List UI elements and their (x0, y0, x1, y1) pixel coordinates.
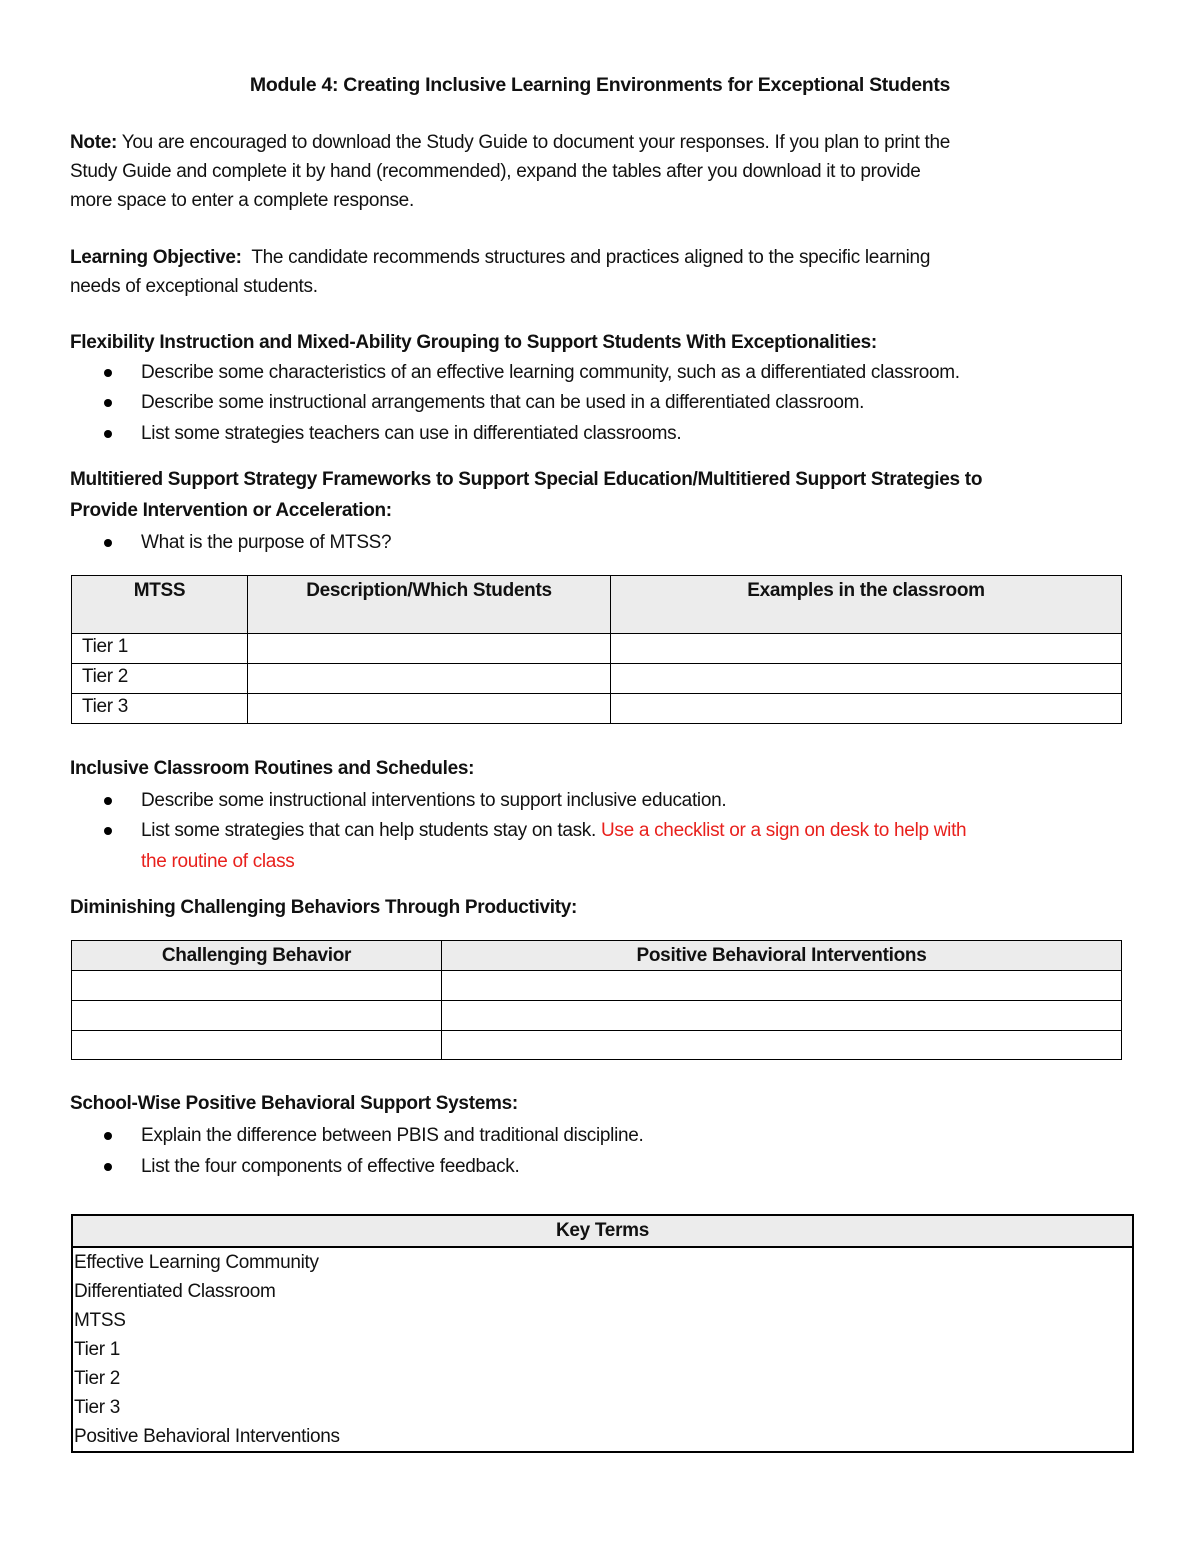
intervention-cell[interactable] (442, 971, 1122, 1001)
behavior-table (71, 940, 1122, 1060)
objective-label: Learning Objective: (70, 247, 242, 268)
section-heading-behaviors: Diminishing Challenging Behaviors Through Productivity: (70, 897, 578, 918)
bullet-text: What is the purpose of MTSS? (141, 532, 392, 553)
bullet-text: List some strategies teachers can use in differentiated classrooms. (141, 423, 682, 444)
page-title: Module 4: Creating Inclusive Learning Environments for Exceptional Students (249, 74, 951, 96)
bullet-icon (104, 369, 112, 377)
behavior-cell[interactable] (72, 971, 442, 1001)
examples-cell[interactable] (611, 634, 1122, 664)
table-row (72, 1031, 1122, 1060)
section-heading-pbis: School-Wise Positive Behavioral Support Systems: (70, 1093, 518, 1114)
description-cell[interactable] (248, 694, 611, 724)
table-row (72, 971, 1122, 1001)
bullet-text: List the four components of effective feedback. (141, 1156, 520, 1177)
bullet-icon (104, 797, 112, 805)
bullet-icon (104, 1132, 112, 1140)
key-term: Positive Behavioral Interventions (74, 1426, 340, 1447)
bullet-text: Describe some instructional arrangements that can be used in a differentiated classroom. (141, 392, 865, 413)
behavior-cell[interactable] (72, 1001, 442, 1031)
table-row (72, 694, 1122, 724)
note-line-1 (70, 128, 950, 158)
key-term: Tier 2 (74, 1368, 121, 1389)
mtss-header: MTSS (72, 576, 248, 634)
key-term: Effective Learning Community (74, 1252, 319, 1273)
tier-cell: Tier 2 (72, 664, 248, 694)
key-terms-table (71, 1214, 1134, 1453)
behavior-cell[interactable] (72, 1031, 442, 1060)
table-row (72, 1001, 1122, 1031)
section-heading-routines: Inclusive Classroom Routines and Schedules: (70, 758, 475, 779)
bullet-text: Describe some instructional interventions to support inclusive education. (141, 790, 727, 811)
intervention-cell[interactable] (442, 1031, 1122, 1060)
section-heading-flexibility: Flexibility Instruction and Mixed-Ability Grouping to Support Students With Exceptionalities: (70, 332, 877, 353)
section-heading-mtss: Multitiered Support Strategy Frameworks to Support Special Education/Multitiered Support Strategies to (70, 469, 983, 490)
bullet-text: Describe some characteristics of an effective learning community, such as a differentiated classroom. (141, 362, 960, 383)
interventions-header: Positive Behavioral Interventions (442, 941, 1122, 971)
examples-cell[interactable] (611, 694, 1122, 724)
description-cell[interactable] (248, 664, 611, 694)
bullet-icon (104, 1163, 112, 1171)
bullet-text: Explain the difference between PBIS and traditional discipline. (141, 1125, 644, 1146)
objective-text: The candidate recommends structures and practices aligned to the specific learning (251, 247, 931, 268)
bullet-icon (104, 399, 112, 407)
description-cell[interactable] (248, 634, 611, 664)
objective-line-1 (70, 243, 930, 273)
bullet-icon (104, 827, 112, 835)
bullet-icon (104, 539, 112, 547)
table-row (72, 634, 1122, 664)
key-term: Tier 3 (74, 1397, 121, 1418)
table-row (72, 664, 1122, 694)
tier-cell: Tier 3 (72, 694, 248, 724)
key-term: Differentiated Classroom (74, 1281, 276, 1302)
mtss-table (71, 575, 1122, 724)
note-label: Note: (70, 132, 118, 153)
intervention-cell[interactable] (442, 1001, 1122, 1031)
objective-line-2: needs of exceptional students. (70, 276, 318, 297)
bullet-icon (104, 430, 112, 438)
key-term: Tier 1 (74, 1339, 121, 1360)
key-term: MTSS (74, 1310, 126, 1331)
key-terms-header: Key Terms (73, 1216, 1132, 1248)
bullet-question: List some strategies that can help students stay on task. (141, 820, 596, 841)
student-answer-line-2: the routine of class (141, 851, 295, 872)
section-heading-mtss-2: Provide Intervention or Acceleration: (70, 500, 392, 521)
description-header: Description/Which Students (248, 576, 611, 634)
student-answer: Use a checklist or a sign on desk to help with (600, 820, 967, 841)
note-line-2: Study Guide and complete it by hand (recommended), expand the tables after you download it to provide (70, 161, 921, 182)
bullet-text (141, 816, 966, 846)
examples-cell[interactable] (611, 664, 1122, 694)
note-line-3: more space to enter a complete response. (70, 190, 414, 211)
tier-cell: Tier 1 (72, 634, 248, 664)
note-text: You are encouraged to download the Study Guide to document your responses. If you plan to print the (121, 132, 951, 153)
challenging-behavior-header: Challenging Behavior (72, 941, 442, 971)
examples-header: Examples in the classroom (611, 576, 1122, 634)
